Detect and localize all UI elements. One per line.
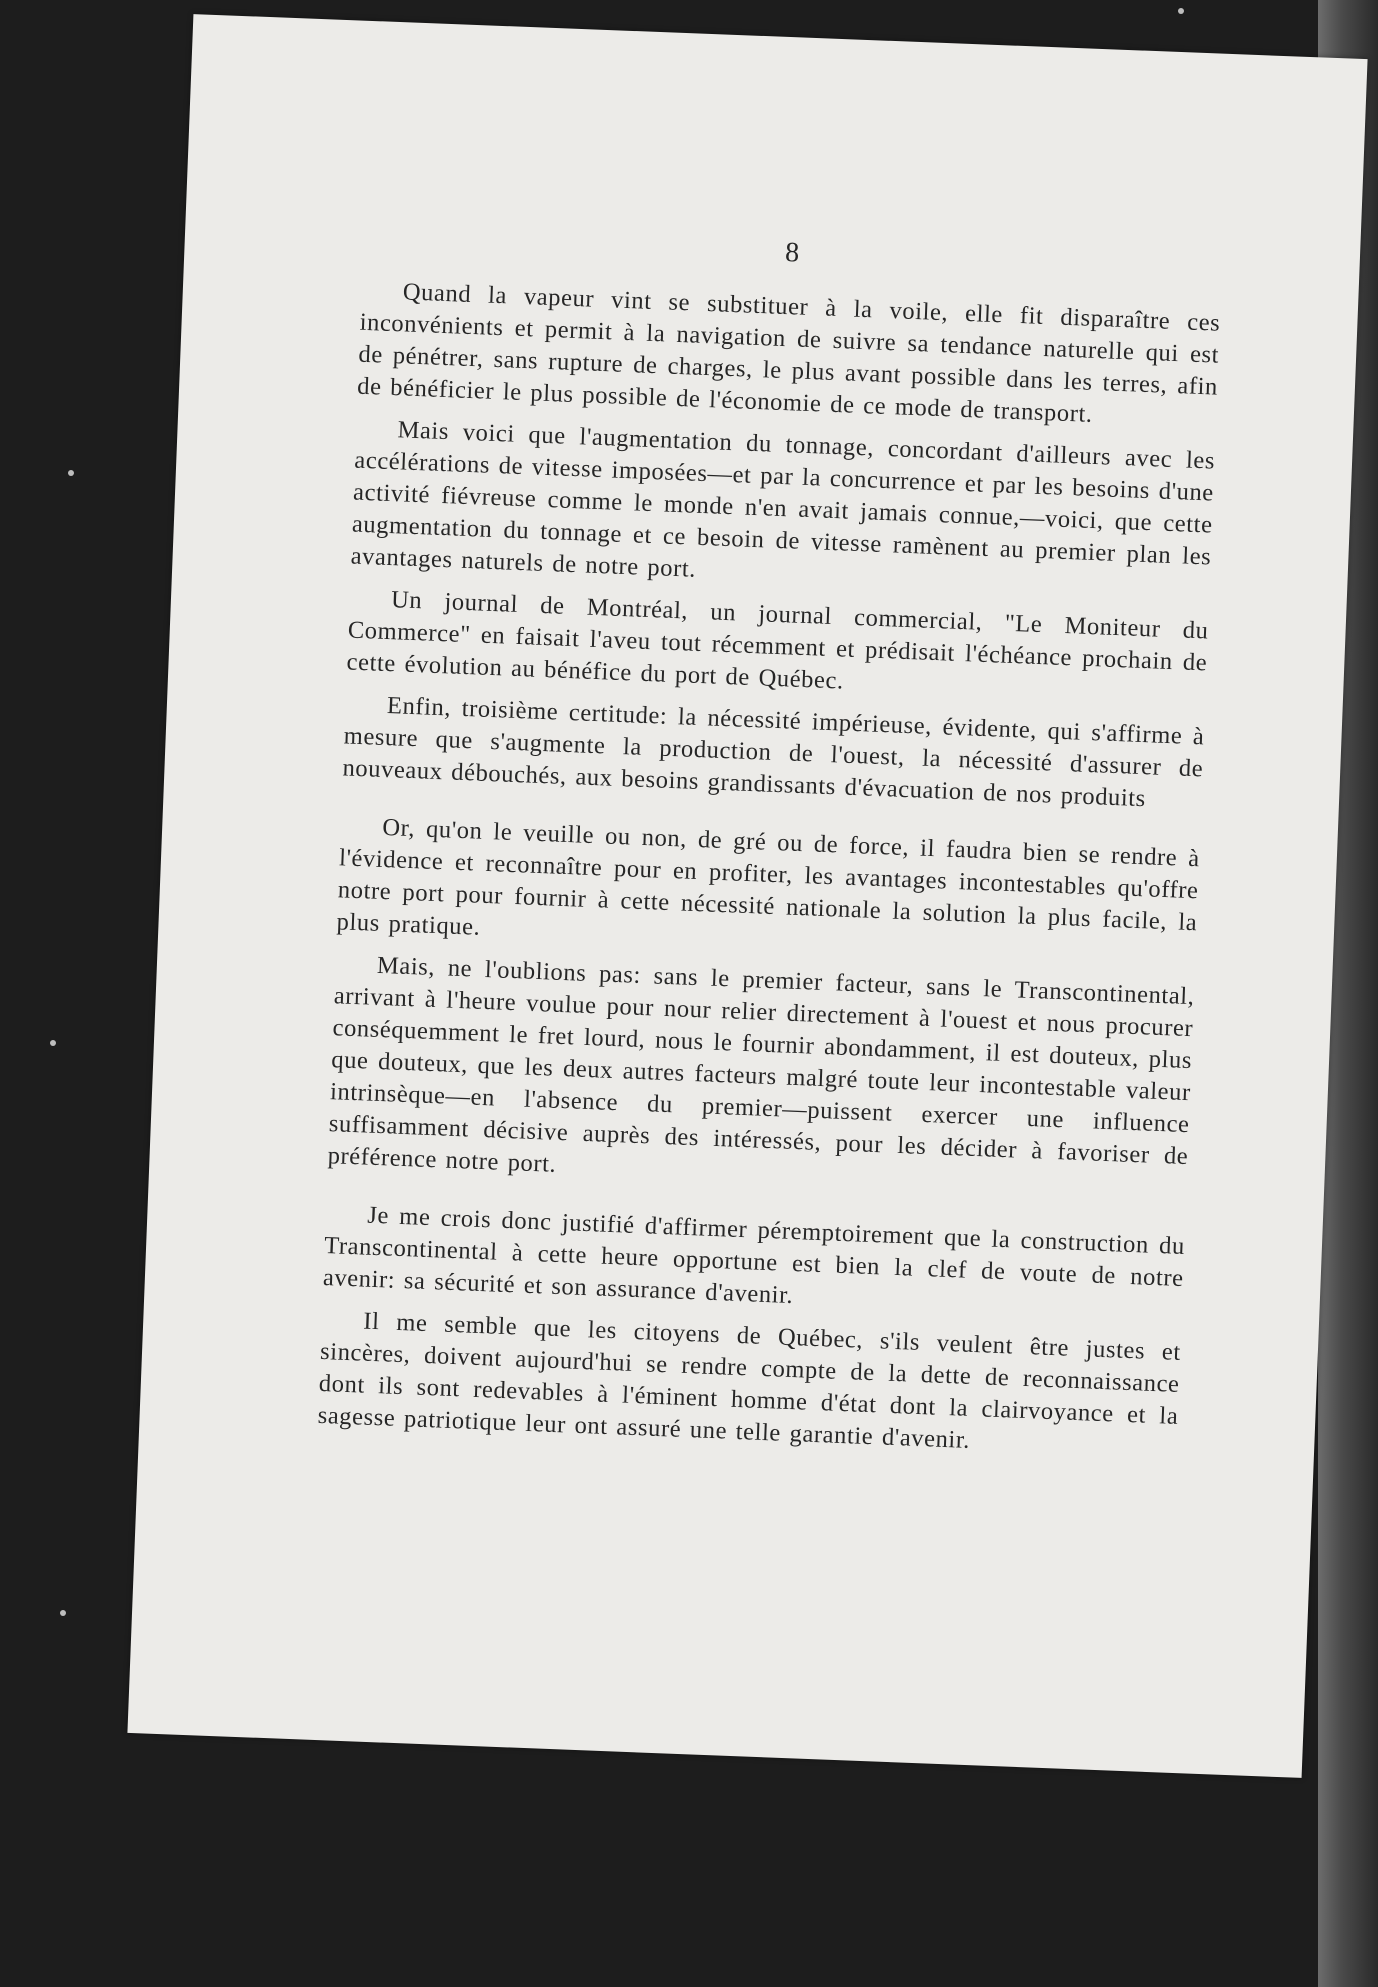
paragraph: Mais voici que l'augmentation du tonnage, concordant d'ailleurs avec les accélérations de vitesse imposées—et par la concurrence et par les besoins d'une activité fiévreuse comme le monde n'en avait jamais connue,—voici, que cette augmentation du tonnage et ce besoin de vitesse ramènent au premier plan les avantages naturels de notre port. [350,416,1216,583]
dust-speck [1178,8,1184,14]
paragraph: Il me semble que les citoyens de Québec, s'ils veulent être justes et sincères, doivent aujourd'hui se rendre compte de la dette de reconnaissance dont ils sont redevables à l'éminent homme d'état dont la clairvoyance et la sagesse patriotique leur ont assuré une telle garantie d'avenir. [317,1307,1182,1454]
paragraph: Mais, ne l'oublions pas: sans le premier facteur, sans le Transcontinental, arrivant à l'heure voulue pour nour relier directement à l'ouest et nous procurer conséquemment le fret lourd, nous le fournir abondamment, il est douteux, plus que douteux, que les deux autres facteurs malgré toute leur incontestable valeur intrinsèque—en l'absence du premier—puissent exercer une influence suffisamment décisive auprès des intéressés, pour les décider à favoriser de préférence notre port. [327,951,1195,1178]
document-page [127,14,1367,1778]
page-number: 8 [784,236,801,269]
paragraph: Quand la vapeur vint se substituer à la voile, elle fit disparaître ces inconvénients et permit à la navigation de suivre sa tendance naturelle qui est de pénétrer, sans rupture de charges, le plus avant possible dans les terres, afin de bénéficier le plus possible de l'économie de ce mode de transport. [356,278,1221,428]
dust-speck [68,470,74,476]
paragraph: Enfin, troisième certitude: la nécessité impérieuse, évidente, qui s'affirme à mesure que s'augmente la production de l'ouest, la nécessité d'assurer de nouveaux débouchés, aux besoins grandissants d'évacuation de nos produits [342,692,1205,813]
paragraph: Je me crois donc justifié d'affirmer péremptoirement que la construction du Transcontinental à cette heure opportune est bien la clef de voute de notre avenir: sa sécurité et son assurance d'avenir. [322,1201,1186,1310]
dust-speck [60,1610,66,1616]
dust-speck [50,1040,56,1046]
paragraph: Or, qu'on le veuille ou non, de gré ou de force, il faudra bien se rendre à l'évidence et reconnaître pour en profiter, les avantages incontestables qu'offre notre port pour fournir à cette nécessité nationale la solution la plus facile, la plus pratique. [336,813,1201,941]
paragraph: Un journal de Montréal, un journal commercial, "Le Moniteur du Commerce" en faisait l'aveu tout récemment et prédisait l'échéance prochain de cette évolution au bénéfice du port de Québec. [346,586,1210,695]
page-content [317,221,1223,1475]
